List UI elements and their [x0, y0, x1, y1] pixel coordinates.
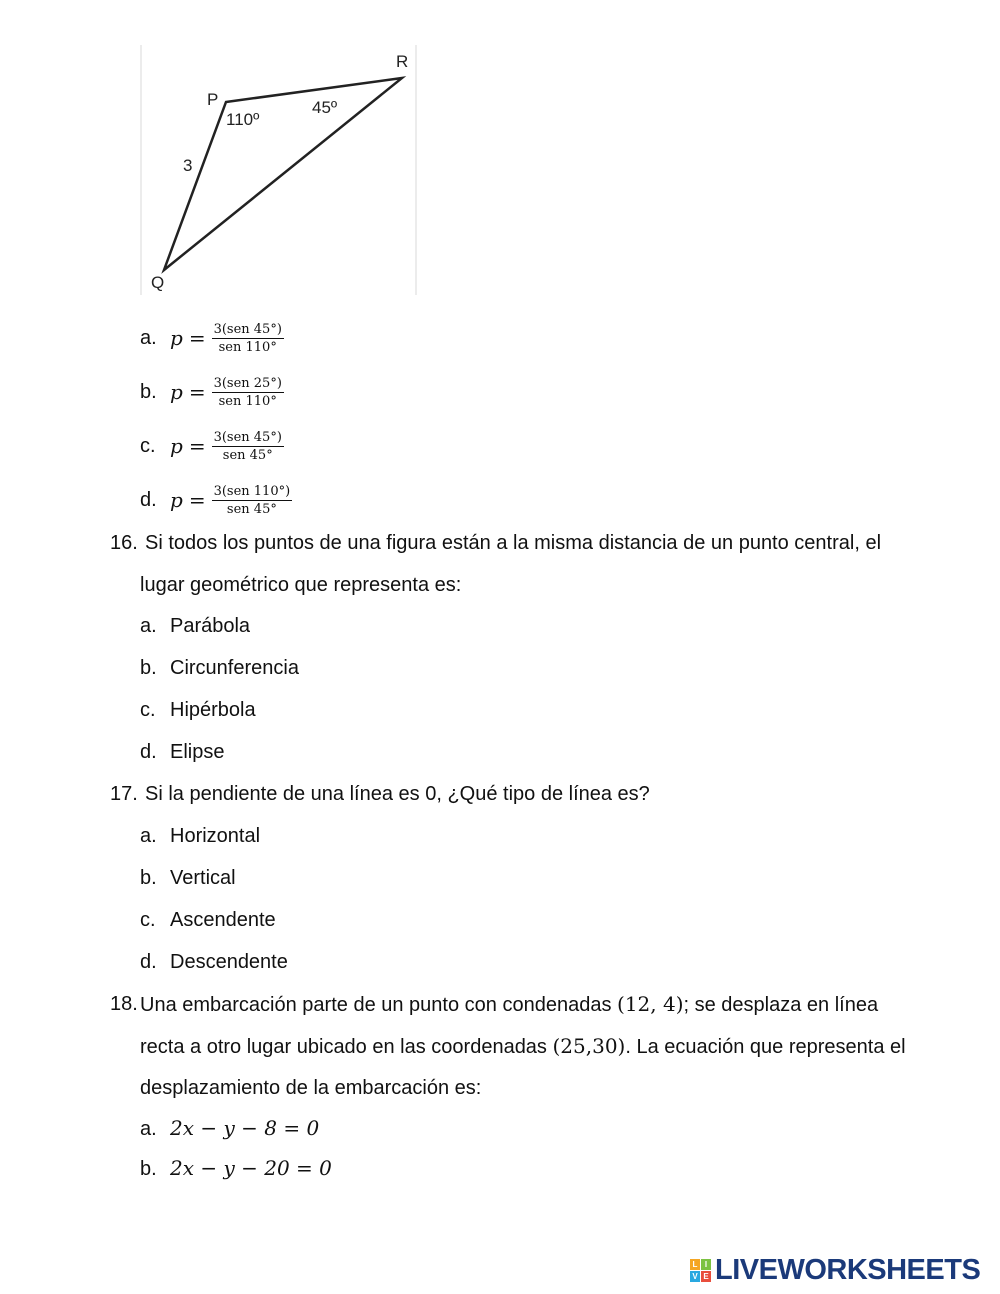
fraction-numerator: 3(sen 110°)	[213, 483, 291, 499]
q16-option-d	[140, 740, 224, 764]
option-label: d.	[140, 951, 157, 973]
q18-line1-text-end: ; se desplaza en línea	[683, 994, 879, 1016]
q16-option-c	[140, 698, 256, 722]
option-variable: p	[170, 326, 183, 350]
option-equation: 2x − y − 20 = 0	[170, 1156, 332, 1180]
fraction-numerator: 3(sen 45°)	[213, 429, 282, 445]
q17-option-b	[140, 866, 236, 890]
fraction-denominator: sen 45°	[222, 447, 273, 463]
q18-question-line2	[140, 1034, 906, 1059]
equals-sign: =	[188, 434, 206, 458]
angle-p-label: 110º	[226, 110, 260, 129]
option-label: d.	[140, 489, 157, 511]
option-text: Hipérbola	[170, 699, 256, 721]
option-equation: 2x − y − 8 = 0	[170, 1116, 320, 1140]
fraction	[212, 483, 293, 518]
q18-line2-text: recta a otro lugar ubicado en las coordenadas	[140, 1036, 553, 1058]
q16-question-line2: lugar geométrico que representa es:	[140, 574, 462, 596]
q18-start-coordinate: (12, 4)	[617, 992, 684, 1016]
fraction-numerator: 3(sen 25°)	[213, 375, 282, 391]
logo-tile-i: I	[701, 1259, 711, 1270]
fraction-denominator: sen 45°	[226, 501, 277, 517]
q18-end-coordinate: (25,30)	[552, 1034, 626, 1058]
triangle-pqr	[164, 78, 402, 270]
option-label: b.	[140, 867, 157, 889]
fraction-denominator: sen 110°	[218, 339, 277, 355]
option-text: Vertical	[170, 867, 236, 889]
q18-question-line3: desplazamiento de la embarcación es:	[140, 1077, 482, 1099]
option-text: Ascendente	[170, 909, 276, 931]
q18-number: 18.	[110, 993, 138, 1015]
option-text: Parábola	[170, 615, 251, 637]
option-variable: p	[170, 488, 183, 512]
q15-option-b	[140, 372, 284, 412]
q17-question-line1: Si la pendiente de una línea es 0, ¿Qué tipo de línea es?	[145, 783, 650, 805]
q18-option-b	[140, 1156, 332, 1181]
vertex-p-label: P	[207, 90, 219, 109]
equals-sign: =	[188, 326, 206, 350]
logo-tile-e: E	[701, 1271, 711, 1282]
triangle-diagram	[140, 45, 418, 295]
option-label: a.	[140, 327, 157, 349]
vertex-r-label: R	[396, 52, 409, 71]
logo-text: LIVEWORKSHEETS	[715, 1253, 981, 1286]
side-pq-label: 3	[183, 156, 193, 175]
logo-tile-l: L	[690, 1259, 700, 1270]
equals-sign: =	[188, 380, 206, 404]
q18-line1-text: Una embarcación parte de un punto con condenadas	[140, 994, 618, 1016]
q16-option-b	[140, 656, 299, 680]
option-label: c.	[140, 435, 156, 457]
q16-question-line1: Si todos los puntos de una figura están a la misma distancia de un punto central, el	[145, 532, 882, 554]
fraction-denominator: sen 110°	[218, 393, 277, 409]
q17-number: 17.	[110, 783, 138, 805]
q16-option-a	[140, 614, 250, 638]
option-label: d.	[140, 741, 157, 763]
option-text: Circunferencia	[170, 657, 299, 679]
q18-line2-text-end: . La ecuación que representa el	[625, 1036, 906, 1058]
option-label: c.	[140, 909, 156, 931]
liveworksheets-logo-icon	[690, 1259, 711, 1282]
option-text: Descendente	[170, 951, 288, 973]
option-label: a.	[140, 615, 157, 637]
option-variable: p	[170, 434, 183, 458]
q16-number: 16.	[110, 532, 138, 554]
option-label: c.	[140, 699, 156, 721]
triangle-figure	[140, 45, 418, 295]
liveworksheets-logo[interactable]	[690, 1253, 980, 1287]
logo-tile-v: V	[690, 1271, 700, 1282]
q17-option-c	[140, 908, 276, 932]
angle-r-label: 45º	[312, 98, 338, 117]
option-label: a.	[140, 825, 157, 847]
fraction	[212, 375, 284, 410]
equals-sign: =	[188, 488, 206, 512]
option-label: a.	[140, 1118, 157, 1140]
q15-option-a	[140, 318, 284, 358]
option-label: b.	[140, 657, 157, 679]
q15-option-d	[140, 480, 292, 520]
option-variable: p	[170, 380, 183, 404]
q18-option-a	[140, 1116, 319, 1141]
option-label: b.	[140, 1158, 157, 1180]
fraction-numerator: 3(sen 45°)	[213, 321, 282, 337]
q15-option-c	[140, 426, 284, 466]
fraction	[212, 429, 284, 464]
q17-option-d	[140, 950, 288, 974]
fraction	[212, 321, 284, 356]
option-text: Horizontal	[170, 825, 261, 847]
option-text: Elipse	[170, 741, 225, 763]
option-label: b.	[140, 381, 157, 403]
vertex-q-label: Q	[151, 273, 165, 292]
q17-option-a	[140, 824, 260, 848]
q18-question-line1	[140, 992, 878, 1017]
